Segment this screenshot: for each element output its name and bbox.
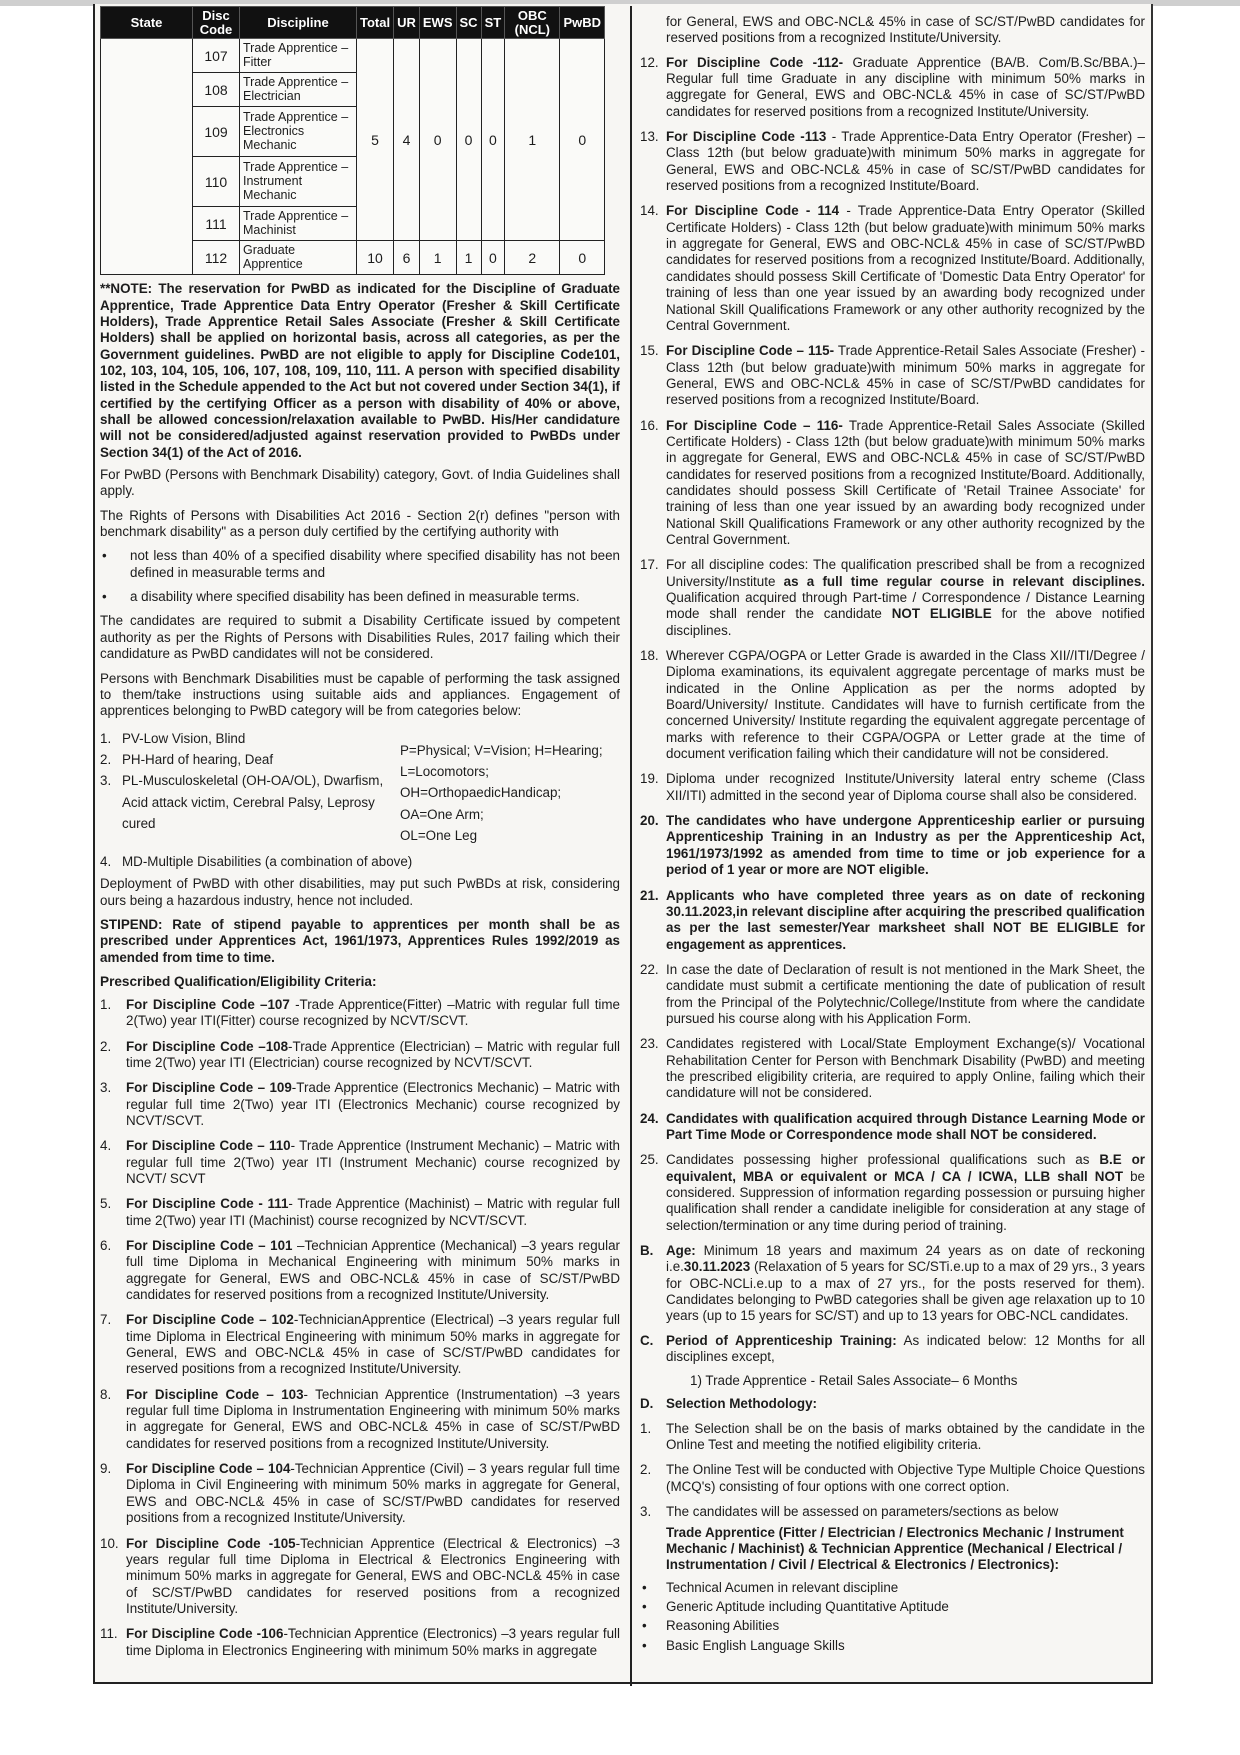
disc-code: 108 (193, 73, 240, 107)
list-item: 3. The candidates will be assessed on parameters/sections as below (640, 1504, 1059, 1520)
list-item: • Technical Acumen in relevant discipline (640, 1578, 1145, 1597)
col-st: ST (481, 7, 505, 39)
deployment-text: Deployment of PwBD with other disabilities, may put such PwBDs at risk, considering ours being a hazardous industry, hence not included. (100, 876, 620, 908)
obc-value: 2 (505, 241, 560, 275)
list-item: 10. For Discipline Code -105-Technician Apprentice (Electrical & Electronics) –3 years regular full time Diploma in Electrical & Electronics Engineering with minimum 50% marks in aggregate for General, EWS and OBC-NCL& 45% in case of SC/ST/PwBD candidates for reserved positions from a recognized Institute/University. (100, 1535, 620, 1616)
list-item: 18. Wherever CGPA/OGPA or Letter Grade is awarded in the Class XII//ITI/Degree / Diploma examinations, its equivalent aggregate percentage of marks must be indicated in the Online Application as per the norms adopted by Board/University/ Institute. Candidates will have to furnish certificate from the concerned University/ Institute regarding the equivalent aggregate percentage of marks with reference to their CGPA/OGPA or Letter grade at the time of document verification failing which their candidature will not be considered. (640, 648, 1145, 762)
list-item: 23. Candidates registered with Local/State Employment Exchange(s)/ Vocational Rehabilitation Center for Person with Benchmark Disability (PwBD) and meeting the prescribed eligibility criteria, are required to apply Online, failing which their candidature will not be considered. (640, 1036, 1145, 1101)
criteria-heading: Prescribed Qualification/Eligibility Criteria: (100, 973, 377, 989)
list-item: 15. For Discipline Code – 115- Trade Apprentice-Retail Sales Associate (Fresher) - Class 12th (but below graduate)with minimum 50% marks in aggregate for General, EWS and OBC-NCL& 45% in case of SC/ST/PwBD candidates for reserved positions from a recognized Institute/Board. (640, 343, 1145, 408)
list-item: 4. For Discipline Code – 110- Trade Apprentice (Instrument Mechanic) – Matric with regular full time 2(Two) year ITI (Instrument Mechanic) course recognized by NCVT/ SCVT (100, 1138, 620, 1186)
reservation-table (100, 6, 605, 275)
pwbd-guidelines: For PwBD (Persons with Benchmark Disability) category, Govt. of India Guidelines shall apply. (100, 467, 620, 499)
disc-code: 112 (193, 241, 240, 275)
disability-certificate-text: The candidates are required to submit a Disability Certificate issued by competent authority as per the Rights of Persons with Disabilities Rules, 2017 failing which their candidature as PwBD candidates will not be considered. (100, 613, 620, 662)
rpwd-criteria-list (100, 548, 620, 605)
list-item: • not less than 40% of a specified disability where specified disability has not been defined in measurable terms and (100, 548, 620, 581)
total-value: 5 (357, 39, 394, 241)
list-item: 11. For Discipline Code -106-Technician Apprentice (Electronics) –3 years regular full time Diploma in Electronics Engineering with minimum 50% marks in aggregate (100, 1626, 620, 1658)
col-disc-code: Disc Code (193, 7, 240, 39)
list-item: • a disability where specified disability has been defined in measurable terms. (100, 589, 620, 605)
category-4 (100, 851, 620, 872)
list-item: 16. For Discipline Code – 116- Trade Apprentice-Retail Sales Associate (Skilled Certificate Holders) - Class 12th (but below graduate)with minimum 50% marks in aggregate for General, EWS and OBC-NCL& 45% in case of SC/ST/PwBD candidates for reserved positions from a recognized Institute/Board. Additionally, candidates should possess Skill Certificate of 'Retail Trainee Associate' for training of less than one year issued by an awarding body recognized under National Skill Qualifications Framework or any other authority recognized by the Central Government. (640, 417, 1145, 547)
col-obc: OBC (NCL) (505, 7, 560, 39)
list-item: • Basic English Language Skills (640, 1636, 1145, 1655)
list-item: • Reasoning Abilities (640, 1616, 1145, 1635)
training-period-exception: 1) Trade Apprentice - Retail Sales Associate– 6 Months (690, 1373, 1018, 1389)
column-divider (630, 6, 632, 1686)
discipline-name: Trade Apprentice – Electronics Mechanic (240, 107, 357, 157)
col-discipline: Discipline (240, 7, 357, 39)
continuation-text: for General, EWS and OBC-NCL& 45% in case of SC/ST/PwBD candidates for reserved positions from a recognized Institute/University. (666, 14, 1145, 46)
criteria-list-right (640, 55, 1145, 1234)
list-item: 2. The Online Test will be conducted with Objective Type Multiple Choice Questions (MCQ's) consisting of four options with one correct option. (640, 1462, 1145, 1494)
abbreviation-legend (400, 728, 620, 847)
list-item: 20. The candidates who have undergone Apprenticeship earlier or pursuing Apprenticeship Training in an Industry as per the Apprenticeship Act, 1961/1973/1992 as amended from time to time or job experience for a period of 1 year or more are NOT eligible. (640, 813, 1145, 878)
ur-value: 6 (394, 241, 420, 275)
st-value: 0 (481, 39, 505, 241)
disc-code: 110 (193, 157, 240, 207)
list-item: 25. Candidates possessing higher professional qualifications such as B.E or equivalent, MBA or equivalent or MCA / CA / ICWA, LLB shall NOT be considered. Suppression of information regarding possession or pursuing higher qualification shall render a candidate ineligible for consideration at any stage of selection/termination or any time during period of training. (640, 1152, 1146, 1233)
list-item: 8. For Discipline Code – 103- Technician Apprentice (Instrumentation) –3 years regular full time Diploma in Instrumentation Engineering with minimum 50% marks in aggregate for General, EWS and OBC-NCL& 45% in case of SC/ST/PwBD candidates for reserved positions from a recognized Institute/University. (100, 1386, 620, 1451)
list-item: 12. For Discipline Code -112- Graduate Apprentice (BA/B. Com/B.Sc/BBA.)–Regular full time Graduate in any discipline with minimum 50% marks in aggregate for General, EWS and OBC-NCL& 45% in case of SC/ST/PwBD candidates for reserved positions from a recognized Institute/University. (640, 54, 1145, 119)
disc-code: 107 (193, 39, 240, 73)
sc-value: 0 (456, 39, 481, 241)
pwbd-note: **NOTE: The reservation for PwBD as indicated for the Discipline of Graduate Apprentice, Trade Apprentice Data Entry Operator (Fresher & Skill Certificate Holders), Trade Apprentice Retail Sales Associate (Fresher & Skill Certificate Holders) shall be applied on horizontal basis, across all categories, as per the Government guidelines. PwBD are not eligible to apply for Discipline Code101, 102, 103, 104, 105, 106, 107, 108, 109, 110, 111. A person with specified disability listed in the Schedule appended to the Act but not covered under Section 34(1), if certified by the certifying Officer as a person with disability of 40% or above, shall be allowed concession/relaxation available to PwBD. His/Her candidature will not be considered/adjusted against reservation provided to PwBDs under Section 34(1) of the Act of 2016. (100, 281, 620, 460)
age-section: B. Age: Minimum 18 years and maximum 24 years as on date of reckoning i.e.30.11.2023 (Relaxation of 5 years for SC/STi.e.up to a max of 29 yrs., 3 years for OBC-NCLi.e.up to a max of 27 yrs., for the posts reserved for them). Candidates belonging to PwBD categories shall be given age relaxation up to 10 years (up to 15 years for SC/ST) and up to 13 years for OBC-NCL candidates. (640, 1243, 1145, 1324)
discipline-name: Trade Apprentice – Instrument Mechanic (240, 157, 357, 207)
discipline-name: Trade Apprentice – Machinist (240, 207, 357, 241)
col-sc: SC (456, 7, 481, 39)
col-ur: UR (394, 7, 420, 39)
right-column (640, 6, 1145, 1655)
legend-item: P=Physical; V=Vision; H=Hearing; (400, 742, 603, 758)
stipend-text: STIPEND: Rate of stipend payable to apprentices per month shall be as prescribed under Apprentices Act, 1961/1973, Apprentices Rules 1992/2019 as amended from time to time. (100, 916, 620, 965)
selection-methodology-heading: D. Selection Methodology: (640, 1396, 818, 1412)
discipline-name: Trade Apprentice – Electrician (240, 73, 357, 107)
list-item: 21. Applicants who have completed three years as on date of reckoning 30.11.2023,in relevant discipline after acquiring the prescribed qualification as per the last semester/Year marksheet shall NOT BE ELIGIBLE for engagement as apprentices. (640, 887, 1145, 952)
category-item: 2. PH-Hard of hearing, Deaf (100, 751, 274, 767)
criteria-list-left (100, 997, 620, 1659)
training-period-section: C. Period of Apprenticeship Training: As indicated below: 12 Months for all disciplines except, (640, 1332, 1145, 1365)
selection-steps (640, 1421, 1145, 1521)
disability-categories (100, 728, 620, 847)
list-item: • Generic Aptitude including Quantitative Aptitude (640, 1597, 1145, 1616)
list-item: 17. For all discipline codes: The qualification prescribed shall be from a recognized University/Institute as a full time regular course in relevant disciplines. Qualification acquired through Part-time / Correspondence / Distance Learning mode shall render the candidate NOT ELIGIBLE for the above notified disciplines. (640, 557, 1145, 638)
capability-text: Persons with Benchmark Disabilities must be capable of performing the task assigned to them/take instructions using suitable aids and appliances. Engagement of apprentices belonging to PwBD category will be from categories below: (100, 670, 620, 719)
sc-value: 1 (456, 241, 481, 275)
rpwd-act-definition: The Rights of Persons with Disabilities Act 2016 - Section 2(r) defines "person with benchmark disability" as a person duly certified by the certifying authority with (100, 507, 620, 540)
st-value: 0 (481, 241, 505, 275)
category-item: 4. MD-Multiple Disabilities (a combination of above) (100, 853, 413, 869)
pwbd-value: 0 (560, 39, 605, 241)
ews-value: 1 (419, 241, 456, 275)
category-item: 3. PL-Musculoskeletal (OH-OA/OL), Dwarfism, Acid attack victim, Cerebral Palsy, Leprosy cured (100, 773, 384, 832)
total-value: 10 (357, 241, 394, 275)
ur-value: 4 (394, 39, 420, 241)
list-item: 6. For Discipline Code – 101 –Technician Apprentice (Mechanical) –3 years regular full time Diploma in Mechanical Engineering with minimum 50% marks in aggregate for General, EWS and OBC-NCL& 45% in case of SC/ST/PwBD candidates for reserved positions from a recognized Institute/University. (100, 1238, 620, 1303)
list-item: 19. Diploma under recognized Institute/University lateral entry scheme (Class XII/ITI) admitted in the second year of Diploma course shall also be considered. (640, 771, 1145, 803)
col-pwbd: PwBD (560, 7, 605, 39)
list-item: 1. The Selection shall be on the basis of marks obtained by the candidate in the Online Test and meeting the notified eligibility criteria. (640, 1420, 1145, 1453)
assessment-params-list (640, 1578, 1145, 1656)
legend-item: L=Locomotors; (400, 763, 489, 779)
col-state: State (101, 7, 193, 39)
list-item: 14. For Discipline Code - 114 - Trade Apprentice-Data Entry Operator (Skilled Certificate Holders) - Class 12th (but below graduate)with minimum 50% marks in aggregate for General, EWS and OBC-NCL& 45% in case of SC/ST/PwBD candidates for reserved positions from a recognized Institute/Board. Additionally, candidates should possess Skill Certificate of 'Domestic Data Entry Operator' for training of less than one year issued by an awarding body recognized under National Skill Qualifications Framework or any other authority recognized by the Central Government. (640, 203, 1145, 333)
state-cell (101, 39, 193, 275)
col-total: Total (357, 7, 394, 39)
list-item: 22. In case the date of Declaration of result is not mentioned in the Mark Sheet, the candidate must submit a certificate mentioning the date of publication of result from the Principal of the Polytechnic/College/Institute from where the candidate pursued his course along with his Application Form. (640, 961, 1145, 1026)
legend-item: OL=One Leg (400, 828, 478, 844)
left-column (100, 6, 620, 1668)
list-item: 9. For Discipline Code – 104-Technician Apprentice (Civil) – 3 years regular full time Diploma in Civil Engineering with minimum 50% marks in aggregate for General, EWS and OBC-NCL& 45% in case of SC/ST/PwBD candidates for reserved positions from a recognized Institute/University. (100, 1461, 620, 1526)
list-item: 7. For Discipline Code – 102-TechnicianApprentice (Electrical) –3 years regular full time Diploma in Electrical Engineering with minimum 50% marks in aggregate for General, EWS and OBC-NCL& 45% in case of SC/ST/PwBD candidates for reserved positions from a recognized Institute/University. (100, 1312, 620, 1377)
list-item: 24. Candidates with qualification acquired through Distance Learning Mode or Part Time Mode or Correspondence mode shall NOT be considered. (640, 1110, 1145, 1142)
table-row (101, 39, 605, 73)
list-item: 3. For Discipline Code – 109-Trade Apprentice (Electronics Mechanic) – Matric with regular full time 2(Two) year ITI (Electronics Mechanic) course recognized by NCVT/SCVT. (100, 1080, 620, 1128)
legend-item: OA=One Arm; (400, 806, 484, 822)
legend-item: OH=OrthopaedicHandicap; (400, 785, 562, 801)
list-item: 13. For Discipline Code -113 - Trade Apprentice-Data Entry Operator (Fresher) –Class 12th (but below graduate)with minimum 50% marks in aggregate for General, EWS and OBC-NCL& 45% in case of SC/ST/PwBD candidates for reserved positions from a recognized Institute/Board. (640, 129, 1145, 194)
ews-value: 0 (419, 39, 456, 241)
disc-code: 109 (193, 107, 240, 157)
table-header-row (101, 7, 605, 39)
assessment-params-heading: Trade Apprentice (Fitter / Electrician / Electronics Mechanic / Instrument Mechanic / Machinist) & Technician Apprentice (Mechanical / Electrical / Instrumentation / Civil / Electrical & Electronics / Electronics): (666, 1524, 1124, 1573)
col-ews: EWS (419, 7, 456, 39)
list-item: 1. For Discipline Code –107 -Trade Apprentice(Fitter) –Matric with regular full time 2(Two) year ITI(Fitter) course recognized by NCVT/SCVT. (100, 996, 620, 1029)
obc-value: 1 (505, 39, 560, 241)
discipline-name: Graduate Apprentice (240, 241, 357, 275)
category-item: 1. PV-Low Vision, Blind (100, 730, 246, 746)
category-list (100, 728, 400, 847)
discipline-name: Trade Apprentice – Fitter (240, 39, 357, 73)
pwbd-value: 0 (560, 241, 605, 275)
list-item: 5. For Discipline Code - 111- Trade Apprentice (Machinist) – Matric with regular full time 2(Two) year ITI (Machinist) course recognized by NCVT/SCVT. (100, 1196, 620, 1228)
disc-code: 111 (193, 207, 240, 241)
list-item: 2. For Discipline Code –108-Trade Apprentice (Electrician) – Matric with regular full time 2(Two) year ITI (Electrician) course recognized by NCVT/SCVT. (100, 1038, 621, 1070)
